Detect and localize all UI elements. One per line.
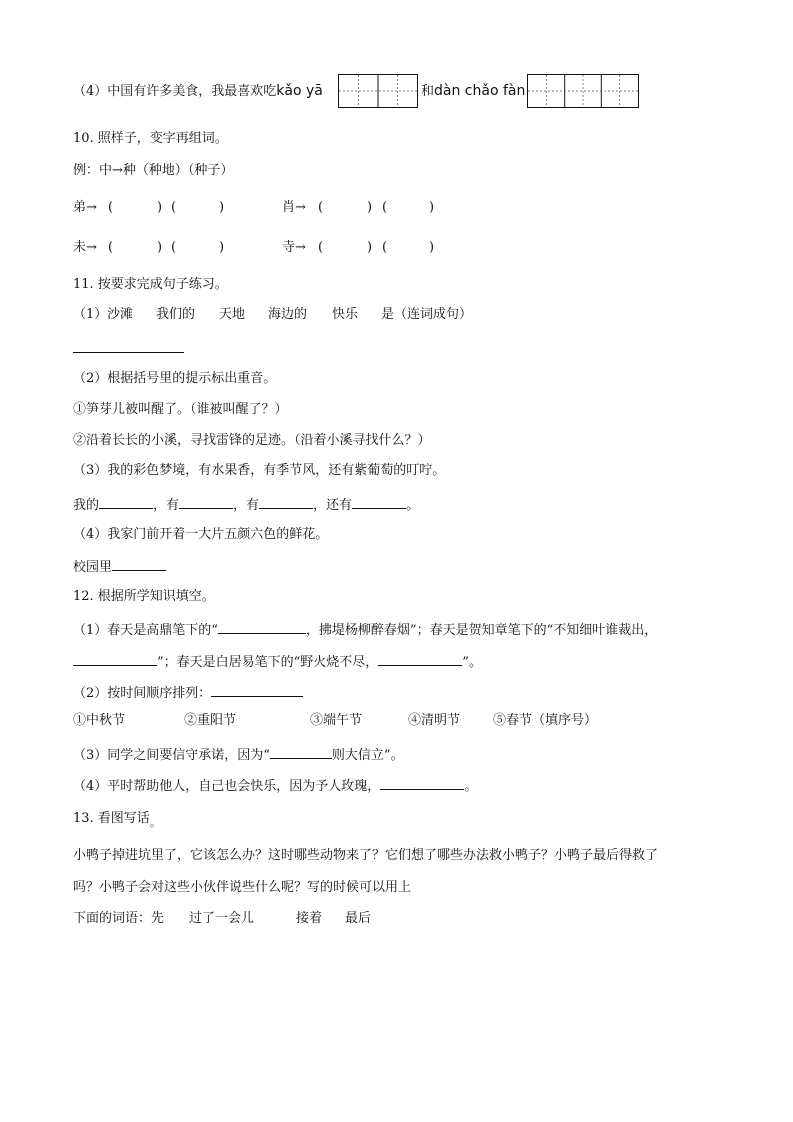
q11-item4-answer bbox=[73, 556, 166, 577]
answer-prefix: 校园里 bbox=[73, 560, 113, 575]
close-paren: ) bbox=[157, 240, 163, 255]
fill-text: （4）平时帮助他人，自己也会快乐，因为予人玫瑰， bbox=[73, 779, 381, 794]
option-duanwu: ③端午节 bbox=[310, 713, 363, 728]
q12-item1-line2 bbox=[73, 651, 482, 672]
q11-item4: （4）我家门前开着一大片五颜六色的鲜花。 bbox=[73, 527, 329, 542]
q10-item-si: 寺→ bbox=[282, 240, 306, 255]
q12-item4 bbox=[73, 775, 477, 796]
q12-item1-line1 bbox=[73, 619, 657, 640]
pinyin-kaoya: kǎo yā bbox=[276, 83, 323, 99]
q9-item4-text: （4）中国有许多美食，我最喜欢吃 bbox=[73, 84, 277, 99]
fill-text: ，还有 bbox=[313, 498, 353, 513]
open-paren: ( bbox=[108, 200, 114, 215]
fill-text: 。 bbox=[464, 779, 478, 794]
word-zuihou: 最后 bbox=[345, 911, 372, 926]
close-paren: ) bbox=[367, 200, 373, 215]
blank-line[interactable] bbox=[99, 494, 153, 509]
q10-title: 10. 照样子，变字再组词。 bbox=[73, 131, 228, 146]
grid-lines-icon bbox=[528, 75, 638, 107]
q10-item-xiao: 肖→ bbox=[282, 200, 306, 215]
word-tiandi: 天地 bbox=[219, 307, 246, 322]
close-paren: ) bbox=[429, 200, 435, 215]
q10-example: 例：中→种（种地）（种子） bbox=[73, 163, 234, 178]
open-paren: ( bbox=[171, 200, 177, 215]
pinyin-danchaofan: dàn chǎo fàn bbox=[434, 83, 526, 99]
fill-text: ，有 bbox=[153, 498, 180, 513]
q11-item2-b: ②沿着长长的小溪，寻找雷锋的足迹。（沿着小溪寻找什么？） bbox=[73, 433, 431, 448]
fill-text: ，有 bbox=[233, 498, 260, 513]
q12-title: 12. 根据所学知识填空。 bbox=[73, 589, 215, 604]
q13-title: 13. 看图写话 bbox=[73, 811, 150, 826]
fill-text: ”；春天是白居易笔下的“野火烧不尽， bbox=[157, 655, 379, 670]
fill-text: （2）按时间顺序排列： bbox=[73, 686, 212, 701]
q11-item2: （2）根据括号里的提示标出重音。 bbox=[73, 371, 277, 386]
q13-title-line bbox=[73, 810, 161, 828]
q13-line1: 小鸭子掉进坑里了，它该怎么办？这时哪些动物来了？它们想了哪些办法救小鸭子？小鸭子最后得救了 bbox=[73, 848, 659, 863]
close-paren: ) bbox=[429, 240, 435, 255]
option-chunjie: ⑤春节（填序号） bbox=[493, 713, 598, 728]
q11-item1-label: （1） bbox=[73, 307, 108, 322]
word-jiezhe: 接着 bbox=[296, 911, 323, 926]
blank-line[interactable] bbox=[211, 682, 303, 697]
q9-item4-line bbox=[73, 82, 323, 101]
q11-item3: （3）我的彩色梦境，有水果香，有季节风，还有紫葡萄的叮咛。 bbox=[73, 463, 446, 478]
fill-text: 我的 bbox=[73, 498, 100, 513]
option-zhongqiu: ①中秋节 bbox=[73, 713, 126, 728]
close-paren: ) bbox=[157, 200, 163, 215]
fill-text: 。 bbox=[406, 498, 420, 513]
q12-item2 bbox=[73, 682, 303, 703]
writing-grid-kaoya[interactable] bbox=[338, 74, 418, 108]
open-paren: ( bbox=[382, 240, 388, 255]
q11-title: 11. 按要求完成句子练习。 bbox=[73, 277, 228, 292]
open-paren: ( bbox=[382, 200, 388, 215]
blank-line[interactable] bbox=[112, 556, 166, 571]
blank-line[interactable] bbox=[270, 744, 332, 759]
fill-text: 则大信立”。 bbox=[331, 748, 404, 763]
q10-item-wei: 未→ bbox=[73, 240, 97, 255]
open-paren: ( bbox=[318, 200, 324, 215]
word-kuaile: 快乐 bbox=[332, 307, 359, 322]
close-paren: ) bbox=[219, 200, 225, 215]
open-paren: ( bbox=[108, 240, 114, 255]
q10-item-di: 弟→ bbox=[73, 200, 97, 215]
option-chongyang: ②重阳节 bbox=[184, 713, 237, 728]
blank-line[interactable] bbox=[352, 494, 406, 509]
q12-item3 bbox=[73, 744, 404, 765]
q11-item3-fill bbox=[73, 494, 419, 515]
fill-text: （3）同学之间要信守承诺，因为“ bbox=[73, 748, 270, 763]
q11-item2-a: ①笋芽儿被叫醒了。（谁被叫醒了？） bbox=[73, 402, 288, 417]
fill-text: ，拂堤杨柳醉春烟”；春天是贺知章笔下的“不知细叶谁裁出， bbox=[305, 623, 658, 638]
blank-line[interactable] bbox=[259, 494, 313, 509]
word-shi: 是（连词成句） bbox=[381, 307, 473, 322]
open-paren: ( bbox=[171, 240, 177, 255]
writing-grid-danchaofan[interactable] bbox=[527, 74, 639, 108]
q9-item4-connector-line bbox=[421, 82, 525, 101]
open-paren: ( bbox=[318, 240, 324, 255]
option-qingming: ④清明节 bbox=[408, 713, 461, 728]
close-paren: ) bbox=[219, 240, 225, 255]
grid-lines-icon bbox=[339, 75, 417, 107]
q13-dot: 。 bbox=[149, 816, 161, 829]
q13-line3-label: 下面的词语：先 bbox=[73, 911, 165, 926]
word-shatan: 沙滩 bbox=[107, 307, 134, 322]
q13-line2: 吗？小鸭子会对这些小伙伴说些什么呢？写的时候可以用上 bbox=[73, 880, 412, 895]
blank-line[interactable] bbox=[218, 619, 306, 634]
blank-line[interactable] bbox=[380, 775, 464, 790]
fill-text: （1）春天是高鼎笔下的“ bbox=[73, 623, 218, 638]
word-haibiande: 海边的 bbox=[268, 307, 308, 322]
q11-item1-answer-line[interactable] bbox=[73, 352, 184, 353]
blank-line[interactable] bbox=[73, 651, 157, 666]
connector-he: 和 bbox=[421, 84, 435, 99]
close-paren: ) bbox=[367, 240, 373, 255]
blank-line[interactable] bbox=[179, 494, 233, 509]
word-womende: 我们的 bbox=[156, 307, 196, 322]
fill-text: ”。 bbox=[462, 655, 482, 670]
word-guoleyihuier: 过了一会儿 bbox=[189, 911, 255, 926]
blank-line[interactable] bbox=[378, 651, 462, 666]
